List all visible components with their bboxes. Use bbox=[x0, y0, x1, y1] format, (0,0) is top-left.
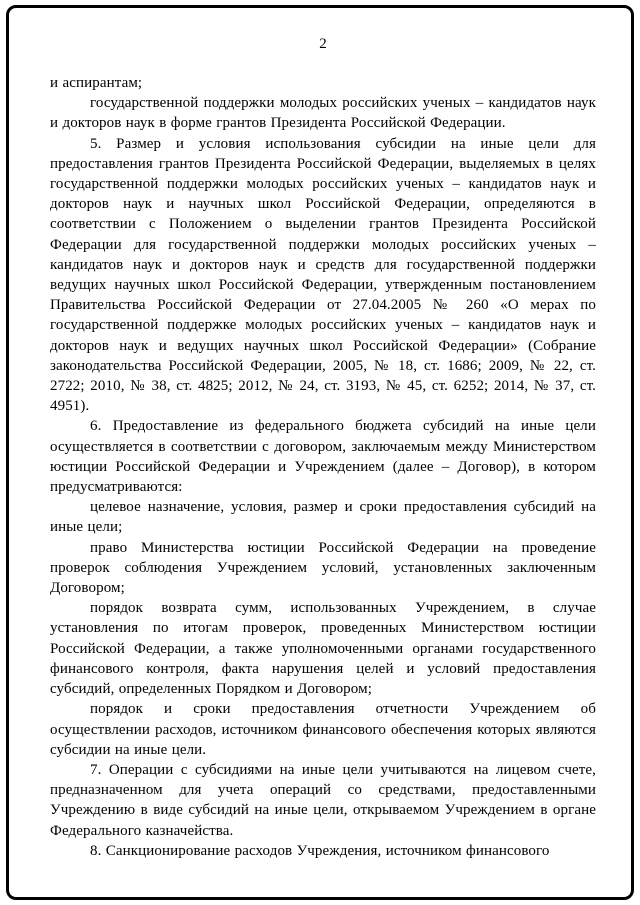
paragraph: целевое назначение, условия, размер и сроки предоставления субсидий на иные цели; bbox=[50, 499, 596, 536]
paragraph: порядок возврата сумм, использованных Учреждением, в случае установления по итогам проверок, проведенных Министерством юстиции Российской Федерации, а также уполномоченными органами государственного финансового контроля, факта нарушения целей и условий предоставления субсидий, определенных Порядком и Договором; bbox=[50, 600, 596, 698]
paragraph: порядок и сроки предоставления отчетности Учреждением об осуществлении расходов, источником финансового обеспечения которых являются субсидии на иные цели. bbox=[50, 701, 596, 758]
paragraph: государственной поддержки молодых российских ученых – кандидатов наук и докторов наук в форме грантов Президента Российской Федерации. bbox=[50, 95, 596, 132]
paragraph: 6. Предоставление из федерального бюджета субсидий на иные цели осуществляется в соответствии с договором, заключаемым между Министерством юстиции Российской Федерации и Учреждением (далее – Договор), в котором предусматриваются: bbox=[50, 418, 596, 496]
paragraph: право Министерства юстиции Российской Федерации на проведение проверок соблюдения Учреждением условий, установленных заключенным Договором; bbox=[50, 539, 596, 597]
paragraph: 5. Размер и условия использования субсидии на иные цели для предоставления грантов Президента Российской Федерации, выделяемых в целях государственной поддержки молодых российских ученых – кандидатов наук и докторов наук и научных школ Российской Федерации, определяются в соответствии с Положением о выделении грантов Президента Российской Федерации для государственной поддержки молодых российских ученых – кандидатов наук и докторов наук и средств для государственной поддержки ведущих научных школ Российской Федерации, утвержденным постановлением Правительства Российской Федерации от 27.04.2005 № 260 «О мерах по государственной поддержке молодых российских ученых – кандидатов наук и докторов наук и ведущих научных школ Российской Федерации» (Собрание законодательства Российской Федерации, 2005, № 18, ст. 1686; 2009, № 22, ст. 2722; 2010, № 38, ст. 4825; 2012, № 24, ст. 3193, № 45, ст. 6252; 2014, № 37, ст. 4951). bbox=[50, 135, 596, 415]
document-content bbox=[50, 36, 596, 861]
paragraph: 8. Санкционирование расходов Учреждения, источником финансового bbox=[90, 842, 550, 859]
paragraph: 7. Операции с субсидиями на иные цели учитываются на лицевом счете, предназначенном для учета операций со средствами, предоставленными Учреждению в виде субсидий на иные цели, открываемом Учреждением в органе Федерального казначейства. bbox=[50, 761, 596, 839]
page-number: 2 bbox=[319, 36, 327, 52]
paragraph: и аспирантам; bbox=[50, 75, 143, 91]
